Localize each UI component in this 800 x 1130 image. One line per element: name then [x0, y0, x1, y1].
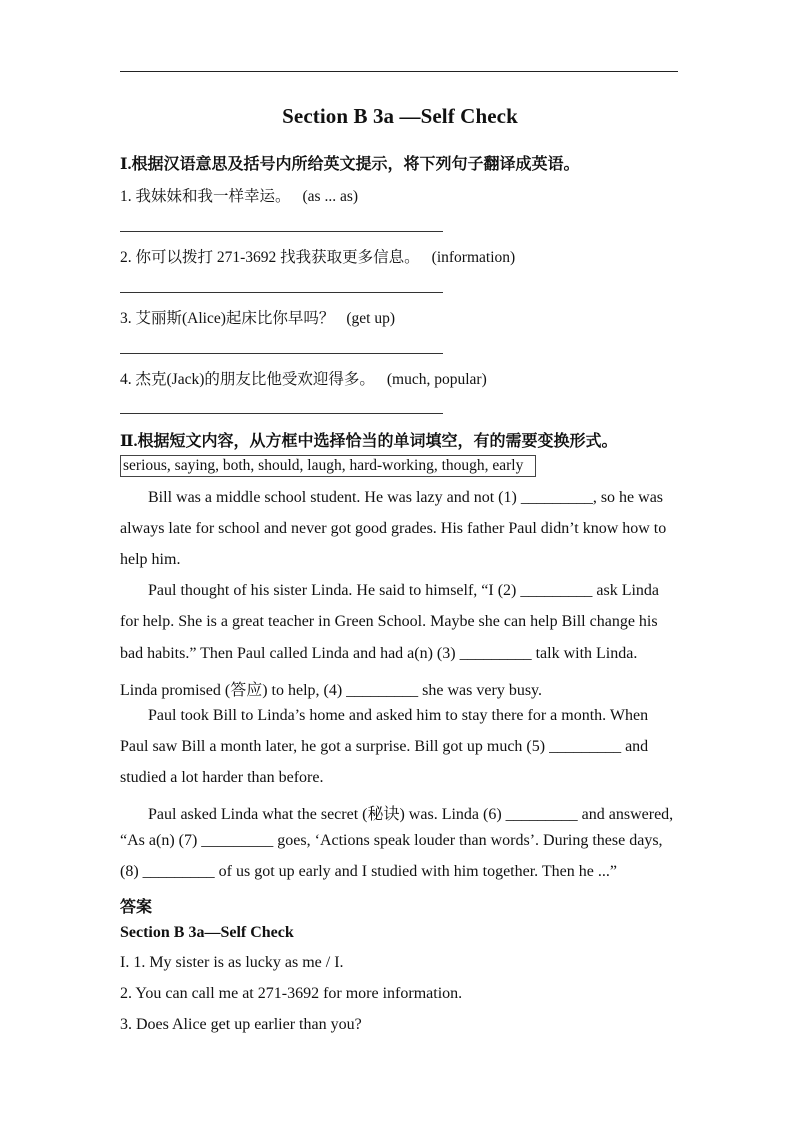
passage-line-11: Paul asked Linda what the secret (秘诀) was. Linda (6) _________ and answered,: [148, 806, 674, 823]
answer-2: 2. You can call me at 271-3692 for more information.: [120, 985, 463, 1002]
question-4: [120, 367, 487, 389]
passage-line-9: Paul saw Bill a month later, he got a surprise. Bill got up much (5) _________ and: [120, 738, 649, 755]
page-title: Section B 3a —Self Check: [282, 104, 518, 128]
top-divider: [120, 71, 678, 72]
answer-line-4: [120, 413, 443, 414]
question-2: [120, 245, 515, 267]
question-3-hint: (get up): [346, 310, 396, 327]
answer-1: I. 1. My sister is as lucky as me / I.: [120, 954, 344, 971]
question-1: [120, 184, 358, 206]
answer-line-1: [120, 231, 443, 232]
answers-section-title: Section B 3a—Self Check: [120, 924, 294, 941]
answer-line-3: [120, 353, 443, 354]
answers-heading: 答案: [120, 899, 153, 916]
word-bank-box: serious, saying, both, should, laugh, hard-working, though, early: [120, 455, 536, 477]
question-4-hint: (much, popular): [386, 371, 487, 388]
passage-line-5: for help. She is a great teacher in Green School. Maybe she can help Bill change his: [120, 613, 658, 630]
part1-instruction: Ⅰ.根据汉语意思及括号内所给英文提示，将下列句子翻译成英语。: [120, 156, 580, 173]
question-2-text: 2. 你可以拨打 271-3692 找我获取更多信息。: [120, 249, 420, 266]
part2-instruction: Ⅱ.根据短文内容，从方框中选择恰当的单词填空，有的需要变换形式。: [120, 433, 618, 450]
passage-line-2: always late for school and never got good grades. His father Paul didn’t know how to: [120, 520, 667, 537]
answer-3: 3. Does Alice get up earlier than you?: [120, 1016, 362, 1033]
passage-line-3: help him.: [120, 551, 181, 568]
answer-line-2: [120, 292, 443, 293]
question-1-text: 1. 我妹妹和我一样幸运。: [120, 188, 291, 205]
passage-line-8: Paul took Bill to Linda’s home and asked him to stay there for a month. When: [148, 707, 649, 724]
question-3: [120, 306, 395, 328]
passage-line-13: (8) _________ of us got up early and I studied with him together. Then he ...”: [120, 863, 617, 880]
passage-line-1: Bill was a middle school student. He was lazy and not (1) _________, so he was: [148, 489, 664, 506]
question-2-hint: (information): [431, 249, 516, 266]
passage-line-12: “As a(n) (7) _________ goes, ‘Actions speak louder than words’. During these days,: [120, 832, 663, 849]
passage-line-10: studied a lot harder than before.: [120, 769, 324, 786]
question-3-text: 3. 艾丽斯(Alice)起床比你早吗？: [120, 310, 335, 327]
passage-line-6: bad habits.” Then Paul called Linda and had a(n) (3) _________ talk with Linda.: [120, 645, 638, 662]
passage-line-7: Linda promised (答应) to help, (4) _________ she was very busy.: [120, 682, 543, 699]
passage-line-4: Paul thought of his sister Linda. He said to himself, “I (2) _________ ask Linda: [148, 582, 660, 599]
question-4-text: 4. 杰克(Jack)的朋友比他受欢迎得多。: [120, 371, 375, 388]
question-1-hint: (as ... as): [302, 188, 359, 205]
